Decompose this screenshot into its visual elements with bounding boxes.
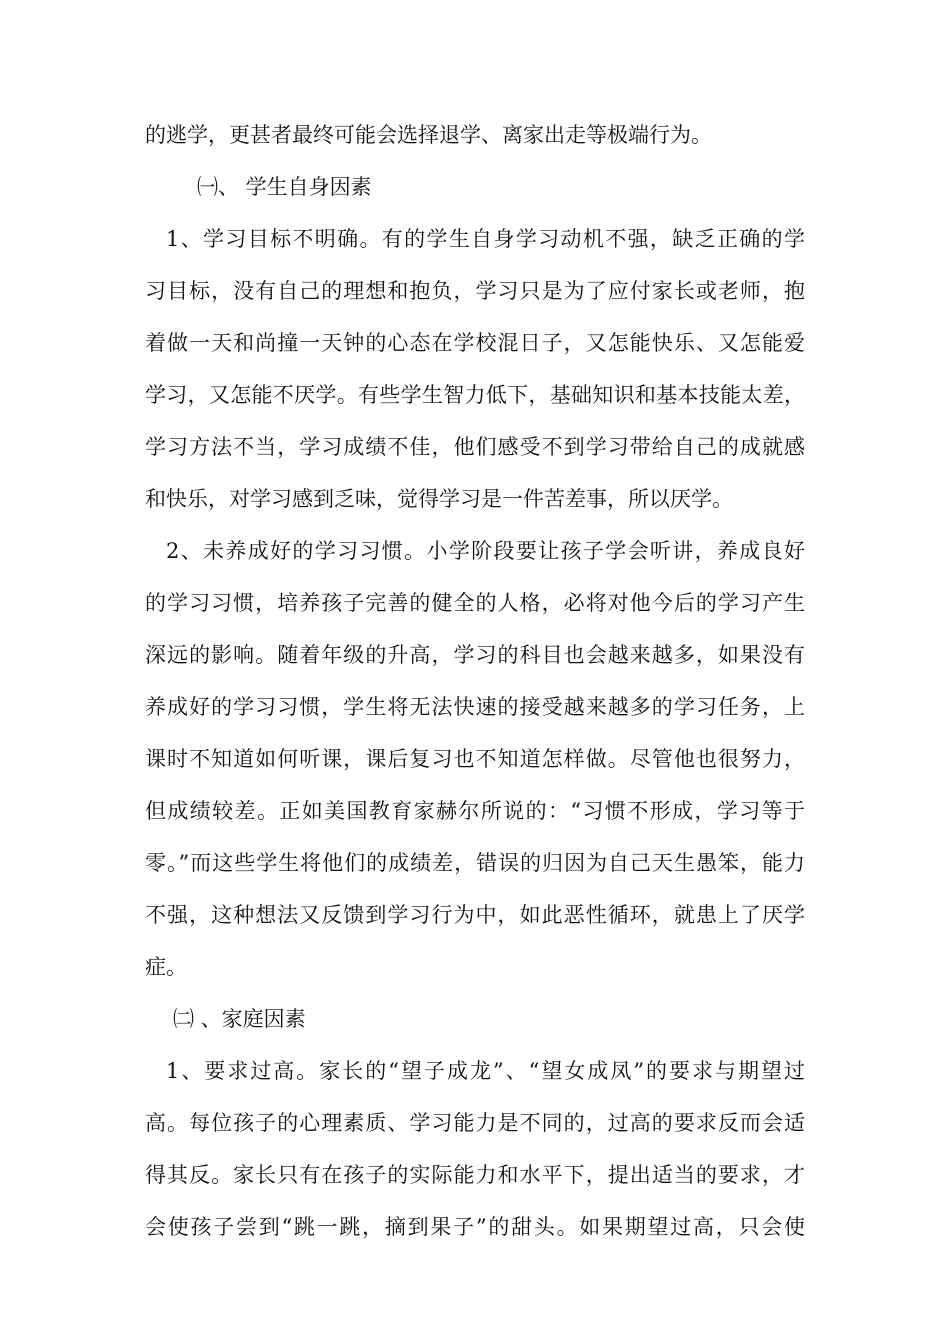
text-line: 1、要求过高。家长的“望子成龙”、“望女成凤”的要求与期望过 [166,1059,805,1083]
text-line: 的逃学，更甚者最终可能会选择退学、离家出走等极端行为。 [145,123,712,147]
text-line: 症。 [145,955,187,979]
text-line: 着做一天和尚撞一天钟的心态在学校混日子，又怎能快乐、又怎能爱 [145,331,805,355]
text-line: 学习方法不当，学习成绩不佳，他们感受不到学习带给自己的成就感 [145,435,805,459]
text-line: 养成好的学习习惯，学生将无法快速的接受越来越多的学习任务，上 [145,695,805,719]
section-heading: ㈠、 学生自身因素 [197,175,372,199]
text-line: 1、学习目标不明确。有的学生自身学习动机不强，缺乏正确的学 [166,227,805,251]
text-line: 学习，又怎能不厌学。有些学生智力低下，基础知识和基本技能太差， [145,383,805,407]
text-line: 高。每位孩子的心理素质、学习能力是不同的，过高的要求反而会适 [145,1111,805,1135]
text-line: 不强，这种想法又反馈到学习行为中，如此恶性循环，就患上了厌学 [145,903,805,927]
text-line: 深远的影响。随着年级的升高，学习的科目也会越来越多，如果没有 [145,643,805,667]
text-line: 2、未养成好的学习习惯。小学阶段要让孩子学会听讲，养成良好 [166,539,805,563]
text-line: 得其反。家长只有在孩子的实际能力和水平下，提出适当的要求，才 [145,1163,805,1187]
text-line: 但成绩较差。正如美国教育家赫尔所说的：“习惯不形成，学习等于 [145,799,805,823]
text-line: 习目标，没有自己的理想和抱负，学习只是为了应付家长或老师，抱 [145,279,805,303]
text-line: 和快乐，对学习感到乏味，觉得学习是一件苦差事，所以厌学。 [145,487,733,511]
text-line: 的学习习惯，培养孩子完善的健全的人格，必将对他今后的学习产生 [145,591,805,615]
text-line: 课时不知道如何听课，课后复习也不知道怎样做。尽管他也很努力， [145,747,805,771]
text-line: 会使孩子尝到“跳一跳，摘到果子”的甜头。如果期望过高，只会使 [145,1215,805,1239]
text-line: 零。”而这些学生将他们的成绩差，错误的归因为自己天生愚笨，能力 [145,851,805,875]
section-heading: ㈡ 、家庭因素 [173,1007,306,1031]
